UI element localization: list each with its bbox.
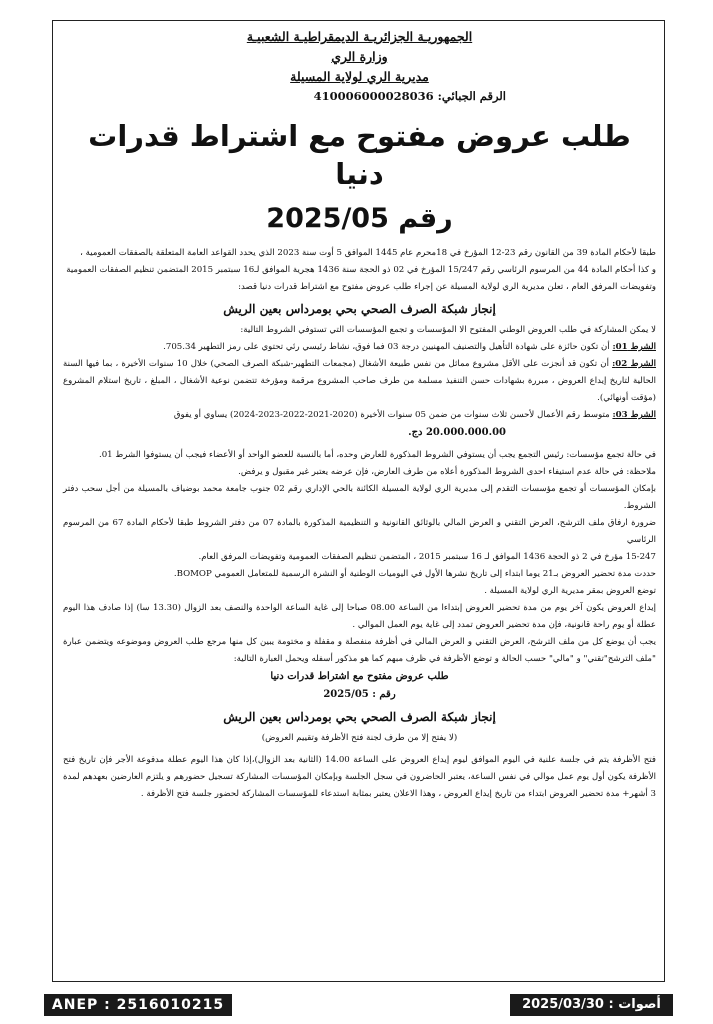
envelope-note: (لا يفتح إلا من طرف لجنة فتح الأظرفة وتقييم العروض): [261, 733, 458, 743]
withdraw-text: بإمكان المؤسسات أو تجمع مؤسسات التقدم إلى مديرية الري لولاية المسيلة الكائنة بالحي الإداري رقم 02 جنوب جامعة محمد بوضياف بالمسيلة من أجل سحب دفتر الشروط.: [63, 484, 656, 511]
envelope-number: رقم : 2025/05: [323, 689, 396, 700]
intro-line-3: وتفويضات المرفق العام ، تعلن مديرية الري لولاية المسيلة عن إجراء طلب عروض مفتوح مع اشتراط قدرات دنيا قصد:: [238, 282, 656, 292]
envelope-instructions: يجب أن يوضع كل من ملف الترشح، العرض التقني و العرض المالي في أظرفة منفصلة و مقفلة و مختومة يبين كل منها مرجع طلب العروض وموضوعه ويتضمن عبارة "ملف الترشح"تقني" و "مالي" حسب الحالة و توضع الأظرفة في ظرف مبهم كما هو مذكور أسفله ويحمل العبارة التالية:: [63, 637, 656, 664]
tax-id: الرقم الجبائي: 410006000028036: [313, 89, 506, 103]
anep-badge: ANEP : 2516010215: [44, 994, 232, 1016]
intro-line-1: طبقا لأحكام المادة 39 من القانون رقم 23-12 المؤرخ في 18محرم عام 1445 الموافق 5 أوت سنة 2023 الذي يحدد القواعد العامة المتعلقة بالصفقات العمومية ،: [80, 248, 656, 258]
condition-3-text: متوسط رقم الأعمال لأحسن ثلاث سنوات من ضمن 05 سنوات الأخيرة (2020-2021-2022-2023-2024) يساوي أو يفوق: [173, 410, 613, 420]
eligibility-text: لا يمكن المشاركة في طلب العروض الوطني المفتوح الا المؤسسات و تجمع المؤسسات التي تستوفي الشروط التالية:: [240, 325, 656, 335]
condition-2-label: الشرط 02:: [612, 359, 656, 369]
directorate-name: مديرية الري لولاية المسيلة: [290, 69, 429, 84]
condition-2-text: أن تكون قد أنجزت على الأقل مشروع مماثل من نفس طبيعة الأشغال (مجمعات التطهير-شبكة الصرف الصحي) خلال 10 سنوات الأخيرة ، بما فيها السنة الحالية لتاريخ إيداع العروض ، مبررة بشهادات حسن التنفيذ مسلمة من طرف صاحب المشروع مرقمة ومؤرخة تتضمن نوعية الأشغال ، المبلغ ، تاريخ استلام المشروع (مؤقت أونهائي).: [63, 359, 656, 403]
grouping-text: في حالة تجمع مؤسسات: رئيس التجمع يجب أن يستوفي الشروط المذكورة للعارض وحده، أما بالنسبة للعضو الواحد أو الأعضاء فيجب أن يستوفوا الشرط 01.: [98, 450, 656, 460]
condition-3-label: الشرط 03:: [612, 410, 656, 420]
ministry-name: وزارة الري: [331, 49, 388, 64]
tender-number: رقم 2025/05: [266, 203, 453, 234]
announcement-frame: [52, 20, 665, 982]
deposit-time: إيداع العروض يكون آخر يوم من مدة تحضير العروض إبتداءا من الساعة 08.00 صباحا إلى غاية الساعة الواحدة والنصف بعد الزوال (13.30 سا) إذا صادف هذا اليوم عطلة أو يوم راحة قانونية، فإن مدة تحضير العروض تمدد إلى غاية يوم العمل الموالي .: [63, 603, 656, 630]
preparation-period: حددت مدة تحضير العروض بـ21 يوما ابتداء إلى تاريخ نشرها الأول في اليوميات الوطنية أو النشرة الرسمية للمتعامل العمومي BOMOP.: [173, 569, 656, 579]
opening-text: فتح الأظرفة يتم في جلسة علنية في اليوم الموافق ليوم إيداع العروض على الساعة 14.00 (الثانية بعد الزوال)،إذا كان هذا اليوم عطلة مدفوعة الأجر فإن تاريخ فتح الأظرفة يكون أول يوم عمل موالي في نفس الساعة، يعتبر الحاضرون في سجل الجلسة وبإمكان المؤسسات المشاركة تسجيل حضورهم و يلتزم العارضين بعهدهم لمدة 3 أشهر+ مدة تحضير العروض ابتداء من تاريخ إيداع العروض ، وهذا الاعلان يعتبر بمثابة استدعاء للمؤسسات المشاركة لحضور جلسة فتح الأظرفة .: [63, 755, 656, 799]
tender-title: طلب عروض مفتوح مع اشتراط قدرات دنيا: [88, 119, 631, 191]
condition-2: [63, 356, 656, 407]
condition-3-amount: 20.000.000.00 دج.: [408, 427, 506, 438]
documents-text-2: 15-247 مؤرخ في 2 ذو الحجة 1436 الموافق لـ 16 سبتمبر 2015 ، المتضمن تنظيم الصفقات العمومية وتفويضات المرفق العام.: [198, 552, 656, 562]
deposit-place: توضع العروض بمقر مديرية الري لولاية المسيلة .: [484, 586, 656, 596]
header: [63, 27, 656, 87]
condition-1-label: الشرط 01:: [612, 342, 656, 352]
republic-name: الجمهوريـة الجزائريـة الديمقراطيـة الشعبيـة: [246, 29, 473, 44]
documents-text-1: ضرورة ارفاق ملف الترشح، العرض التقني و العرض المالي بالوثائق القانونية و التنظيمية المذكورة بالمادة 07 من دفتر الشروط طبقا لأحكام المادة 67 من المرسوم الرئاسي: [63, 518, 656, 545]
condition-3: [63, 407, 656, 424]
publication-date-badge: أصوات : 2025/03/30: [510, 994, 673, 1016]
condition-1-text: أن تكون حائزة على شهادة التأهيل والتصنيف المهنيين درجة 03 فما فوق، نشاط رئيسي رئي تحتوي على رمز التطهير 705.34.: [163, 342, 613, 352]
note-text: ملاحظة: في حالة عدم استيفاء احدى الشروط المذكورة أعلاه من طرف العارض، فإن عرضه يعتبر غير مقبول و يرفض.: [238, 467, 656, 477]
condition-1: [63, 339, 656, 356]
project-title: إنجاز شبكة الصرف الصحي بحي بومرداس بعين الريش: [223, 302, 496, 316]
envelope-project: إنجاز شبكة الصرف الصحي بحي بومرداس بعين الريش: [223, 710, 496, 724]
intro-line-2: و كذا أحكام المادة 44 من المرسوم الرئاسي رقم 15/247 المؤرخ في 02 ذو الحجة سنة 1436 هجرية الموافق لـ16 سبتمبر 2015 المتضمن تنظيم الصفقات العمومية: [66, 265, 656, 275]
envelope-title: طلب عروض مفتوح مع اشتراط قدرات دنيا: [270, 671, 449, 682]
